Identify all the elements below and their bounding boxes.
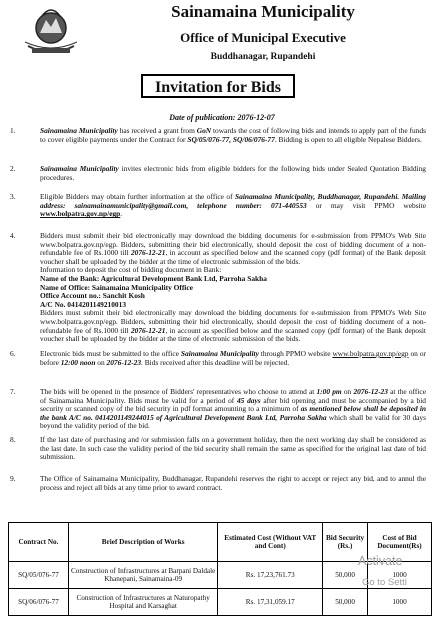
column-header: Contract No. <box>9 523 69 562</box>
paragraph-6 <box>40 350 426 367</box>
paragraph-text-segment: The Office of Sainamaina Municipality, Buddhanagar, Rupandehi reserves the right to accept or reject any bid, and to annul the process and reject all bids at any time prior to award contract. <box>40 474 426 492</box>
paragraph-text-segment: . <box>120 209 123 219</box>
paragraph-number: 7. <box>10 387 16 396</box>
estimated-cost: Rs. 17,23,761.73 <box>218 562 323 589</box>
paragraph-text-segment: 45 days <box>236 395 261 405</box>
paragraph-text-segment: on <box>341 387 354 396</box>
paragraph-text-segment: , in account as specified below and the scanned copy (pdf format) of the Bank deposit voucher shall be uploaded by the bidder at the time of electronic submission of the bids. <box>40 248 426 266</box>
paragraph-text-segment: on or before <box>40 349 426 367</box>
paragraph-text-segment: www.bolpatra.gov.np/egp <box>40 209 121 219</box>
document-cost: 1000 <box>368 562 432 589</box>
bank-name: Name of the Bank: Agricultural Development Bank Ltd, Parroha Sakha <box>40 273 267 283</box>
work-description: Construction of Infrastructures at Naturopathy Hospital and Karsaghat <box>68 589 218 616</box>
column-header: Bid Security (Rs.) <box>323 523 368 562</box>
paragraph-text-segment: www.bolpatra.gov.np/egp <box>332 349 409 358</box>
paragraph-7 <box>40 388 426 431</box>
notice-title: Invitation for Bids <box>141 74 295 98</box>
paragraph-text-segment: at the office of Sainamaina Municipality. Bids must be valid for a period of <box>40 387 426 405</box>
paragraph-number: 2. <box>10 164 16 173</box>
paragraph-text-segment: after bid opening and must be accompanied by a bid security or scanned copy of the bid security in pdf format amounting to a minimum of <box>40 395 426 414</box>
column-header: Brief Description of Works <box>68 523 218 562</box>
paragraph-number: 3. <box>10 192 16 201</box>
paragraph-text-segment: as mentioned below shall be deposited in the bank A/C no. 0414201149244015 of Agricultural Development Bank Ltd, Parroha Sakha <box>40 404 426 422</box>
bank-line: Information to deposit the cost of bidding document in Bank: <box>40 265 222 275</box>
table-row <box>9 589 432 616</box>
column-header: Estimated Cost (Without VAT and Cont) <box>218 523 323 562</box>
contract-no: SQ/05/076-77 <box>9 562 69 589</box>
paragraph-text-segment: invites electronic bids from eligible bidders for the following bids under Sealed Quotation Bidding procedures. <box>40 164 426 182</box>
paragraph-text-segment: Sainamaina Municipality <box>40 126 118 135</box>
office-name-line: Name of Office: Sainamaina Municipality Office <box>40 282 193 292</box>
account-number: A/C No. 0414201149210013 <box>40 299 127 309</box>
paragraph-3 <box>40 193 426 219</box>
paragraph-text-segment: 1:00 pm <box>316 387 342 396</box>
paragraph-text-segment: Sainamaina Municipality <box>40 164 119 173</box>
paragraph-text-segment: Bidders must submit their bid electronically may download the bidding documents for e-submission from PPMO's Web Site www.bolpatra.gov.np/egp. Bidders, submitting their bid electronically, should deposit the cost of bidding document of a non-refundable fee of Rs.1000 till <box>40 308 426 335</box>
bid-table <box>8 522 432 616</box>
paragraph-text-segment: SQ/05/076-77, SQ/06/076-77 <box>187 134 275 144</box>
paragraph-text-segment: If the last date of purchasing and /or submission falls on a government holiday, then the next working day shall be considered as the last date. In such case the validity period of the bid security shall remain the same as specified for the original last date of bid submission. <box>40 435 426 462</box>
document-cost: 1000 <box>368 589 432 616</box>
column-header: Cost of Bid Document(Rs) <box>368 523 432 562</box>
paragraph-text-segment: Bidders must submit their bid electronically may download the bidding documents for e-submission from PPMO's Web Site www.bolpatra.gov.np/egp. Bidders, submitting their bid electronically, should deposit the cost of bidding document of a non-refundable fee of Rs.1000 till <box>40 231 426 258</box>
paragraph-text-segment: Sainamaina Municipality, Buddhanagar, Rupandehi. Mailing address: sainamainamunicipality@gmail.com, telephone number: 071-440553 <box>40 192 426 210</box>
paragraph-number: 9. <box>10 474 16 483</box>
paragraph-text-segment: GoN <box>196 126 212 135</box>
paragraph-text-segment: 2076-12-21 <box>130 325 166 335</box>
paragraph-text-segment: 2076-12-23 <box>353 387 388 396</box>
nepal-emblem-logo <box>22 6 80 58</box>
paragraph-number: 6. <box>10 349 16 358</box>
contract-no: SQ/06/076-77 <box>9 589 69 616</box>
paragraph-number: 8. <box>10 435 16 444</box>
bid-security: 50,000 <box>323 589 368 616</box>
paragraph-number: 4. <box>10 231 16 240</box>
paragraph-text-segment: towards the cost of following bids and intends to apply part of the funds to cover eligible payments under the Contract for <box>40 126 427 144</box>
paragraph-2 <box>40 165 426 182</box>
paragraph-number: 1. <box>10 126 16 135</box>
paragraph-text-segment: 12:00 noon <box>60 357 96 367</box>
paragraph-text-segment: 2076-12-23 <box>106 357 142 367</box>
paragraph-text-segment: Sainamaina Municipality <box>180 349 259 358</box>
estimated-cost: Rs. 17,31,059.17 <box>218 589 323 616</box>
paragraph-8 <box>40 436 426 462</box>
paragraph-4-body <box>40 232 426 266</box>
paragraph-text-segment: Eligible Bidders may obtain further information at the office of <box>40 192 236 201</box>
paragraph-text-segment: Electronic bids must be submitted to the office <box>40 349 181 358</box>
paragraph-text-segment: which shall be valid for 30 days beyond the validity period of the bid. <box>40 412 426 431</box>
office-account: Office Account no.: Sanchit Kosh <box>40 291 145 301</box>
office-name: Office of Municipal Executive <box>180 30 346 45</box>
publication-date: Date of publication: 2076-12-07 <box>169 113 275 122</box>
activation-watermark-sub: Go to Setti <box>362 577 407 588</box>
paragraph-text-segment: or may visit PPMO website <box>306 200 426 210</box>
office-address: Buddhanagar, Rupandehi <box>210 52 316 62</box>
paragraph-text-segment: , in account as specified below and the scanned copy (pdf format) of the Bank deposit voucher shall be uploaded by the bidder at the time of electronic submission of the bids. <box>40 325 426 344</box>
paragraph-text-segment: has received a grant from <box>117 126 197 135</box>
paragraph-text-segment: . Bids received after this deadline will be rejected. <box>141 357 290 367</box>
paragraph-text-segment: through PPMO website <box>258 349 333 358</box>
paragraph-text-segment: 2076-12-21 <box>130 248 166 258</box>
paragraph-4 <box>40 232 426 344</box>
paragraph-9 <box>40 475 426 492</box>
work-description: Construction of Infrastructures at Barpani Daldale Khanepani, Sainamaina-09 <box>68 562 218 589</box>
bid-security: 50,000 <box>323 562 368 589</box>
municipality-name: Sainamaina Municipality <box>171 2 355 21</box>
paragraph-text-segment: The bids will be opened in the presence of Bidders' representatives who choose to attend at <box>40 387 317 396</box>
paragraph-text-segment: on <box>95 357 107 367</box>
paragraph-text-segment: . Bidding is open to all eligible Nepalese Bidders. <box>274 134 422 144</box>
activation-watermark: Activate <box>358 554 403 568</box>
paragraph-1 <box>40 127 426 144</box>
